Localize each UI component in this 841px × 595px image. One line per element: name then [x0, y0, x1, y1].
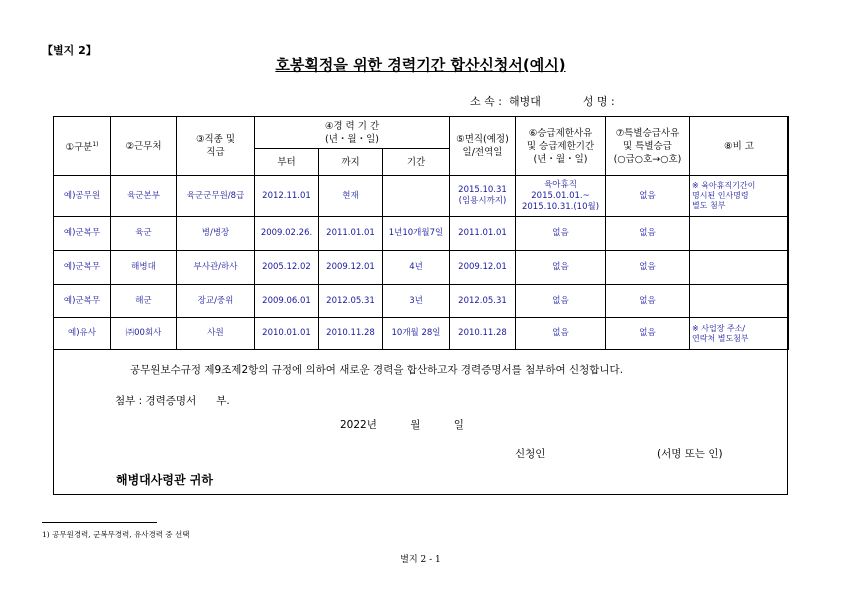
cell-remarks	[690, 251, 789, 285]
cell-promotion-limit: 없음	[516, 251, 606, 285]
affiliation-line	[470, 93, 615, 109]
signature-note: (서명 또는 인)	[657, 448, 723, 460]
cell-promotion-limit: 육아휴직 2015.01.01.~ 2015.10.31.(10월)	[516, 176, 606, 217]
cell-period: 4년	[383, 251, 450, 285]
cell-category: 예)공무원	[54, 176, 111, 217]
cell-category: 예)군복무	[54, 217, 111, 251]
affiliation-label: 소 속 :	[470, 95, 502, 108]
cell-from: 2010.01.01	[255, 318, 319, 350]
cell-discharge-date: 2011.01.01	[450, 217, 516, 251]
annex-label: 【별지 2】	[42, 44, 97, 57]
header-special-promotion: ⑦특별승급사유 및 특별승급 (○급○호→○호)	[606, 117, 690, 176]
page-number: 별지 2 - 1	[400, 555, 441, 565]
cell-from: 2005.12.02	[255, 251, 319, 285]
header-from: 부터	[255, 149, 319, 176]
attachment-line: 첨부 : 경력증명서 부.	[115, 395, 230, 407]
cell-remarks: ※ 사업장 주소/ 연락처 별도첨부	[690, 318, 789, 350]
cell-category: 예)군복무	[54, 285, 111, 318]
header-category: ①구분$^{1)}$	[54, 117, 111, 176]
header-discharge-date: ⑤면직(예정) 일/전역일	[450, 117, 516, 176]
cell-period: 1년10개월7일	[383, 217, 450, 251]
table-row	[54, 251, 789, 285]
cell-from: 2009.02.26.	[255, 217, 319, 251]
cell-workplace: 육군본부	[111, 176, 177, 217]
cell-to: 2009.12.01	[319, 251, 383, 285]
header-career-period: ④경 력 기 간 (년・월・일)	[255, 117, 450, 149]
cell-period: 10개월 28일	[383, 318, 450, 350]
footnote-divider	[42, 522, 157, 523]
cell-to: 현재	[319, 176, 383, 217]
cell-job-grade: 육군군무원/8급	[177, 176, 255, 217]
cell-period: 3년	[383, 285, 450, 318]
cell-special-promotion: 없음	[606, 251, 690, 285]
cell-remarks: ※ 육아휴직기간이 명시된 인사명령 별도 첨부	[690, 176, 789, 217]
header-job-grade: ③직종 및 직급	[177, 117, 255, 176]
cell-to: 2012.05.31	[319, 285, 383, 318]
header-promotion-limit: ⑥승급제한사유 및 승급제한기간 (년・월・일)	[516, 117, 606, 176]
footnote: 1) 공무원경력, 군복무경력, 유사경력 중 선택	[42, 530, 190, 539]
cell-to: 2010.11.28	[319, 318, 383, 350]
cell-promotion-limit: 없음	[516, 217, 606, 251]
table-row	[54, 176, 789, 217]
cell-category: 예)유사	[54, 318, 111, 350]
cell-to: 2011.01.01	[319, 217, 383, 251]
table-row	[54, 217, 789, 251]
cell-remarks	[690, 217, 789, 251]
cell-workplace: 육군	[111, 217, 177, 251]
cell-special-promotion: 없음	[606, 176, 690, 217]
cell-job-grade: 병/병장	[177, 217, 255, 251]
cell-promotion-limit: 없음	[516, 285, 606, 318]
cell-remarks	[690, 285, 789, 318]
cell-category: 예)군복무	[54, 251, 111, 285]
cell-workplace: ㈜00회사	[111, 318, 177, 350]
cell-special-promotion: 없음	[606, 285, 690, 318]
table-row	[54, 318, 789, 350]
cell-promotion-limit: 없음	[516, 318, 606, 350]
career-table	[53, 116, 789, 350]
cell-discharge-date: 2009.12.01	[450, 251, 516, 285]
cell-period	[383, 176, 450, 217]
cell-job-grade: 장교/중위	[177, 285, 255, 318]
date-line: 2022년 월 일	[340, 419, 464, 431]
cell-from: 2012.11.01	[255, 176, 319, 217]
cell-job-grade: 부사관/하사	[177, 251, 255, 285]
cell-discharge-date: 2015.10.31 (임용시까지)	[450, 176, 516, 217]
cell-workplace: 해군	[111, 285, 177, 318]
header-workplace: ②근무처	[111, 117, 177, 176]
applicant-label: 신청인	[515, 448, 546, 460]
cell-special-promotion: 없음	[606, 217, 690, 251]
cell-special-promotion: 없음	[606, 318, 690, 350]
header-to: 까지	[319, 149, 383, 176]
cell-from: 2009.06.01	[255, 285, 319, 318]
affiliation-value: 해병대	[508, 95, 541, 108]
cell-workplace: 해병대	[111, 251, 177, 285]
table-row	[54, 285, 789, 318]
cell-discharge-date: 2012.05.31	[450, 285, 516, 318]
header-remarks: ⑧비 고	[690, 117, 789, 176]
header-period: 기간	[383, 149, 450, 176]
declaration-text: 공무원보수규정 제9조제2항의 규정에 의하여 새로운 경력을 합산하고자 경력증명서를 첨부하여 신청합니다.	[130, 364, 624, 376]
recipient: 해병대사령관 귀하	[116, 473, 213, 487]
document-title: 호봉획정을 위한 경력기간 합산신청서(예시)	[275, 56, 566, 74]
cell-job-grade: 사원	[177, 318, 255, 350]
name-label: 성 명 :	[582, 95, 615, 108]
cell-discharge-date: 2010.11.28	[450, 318, 516, 350]
